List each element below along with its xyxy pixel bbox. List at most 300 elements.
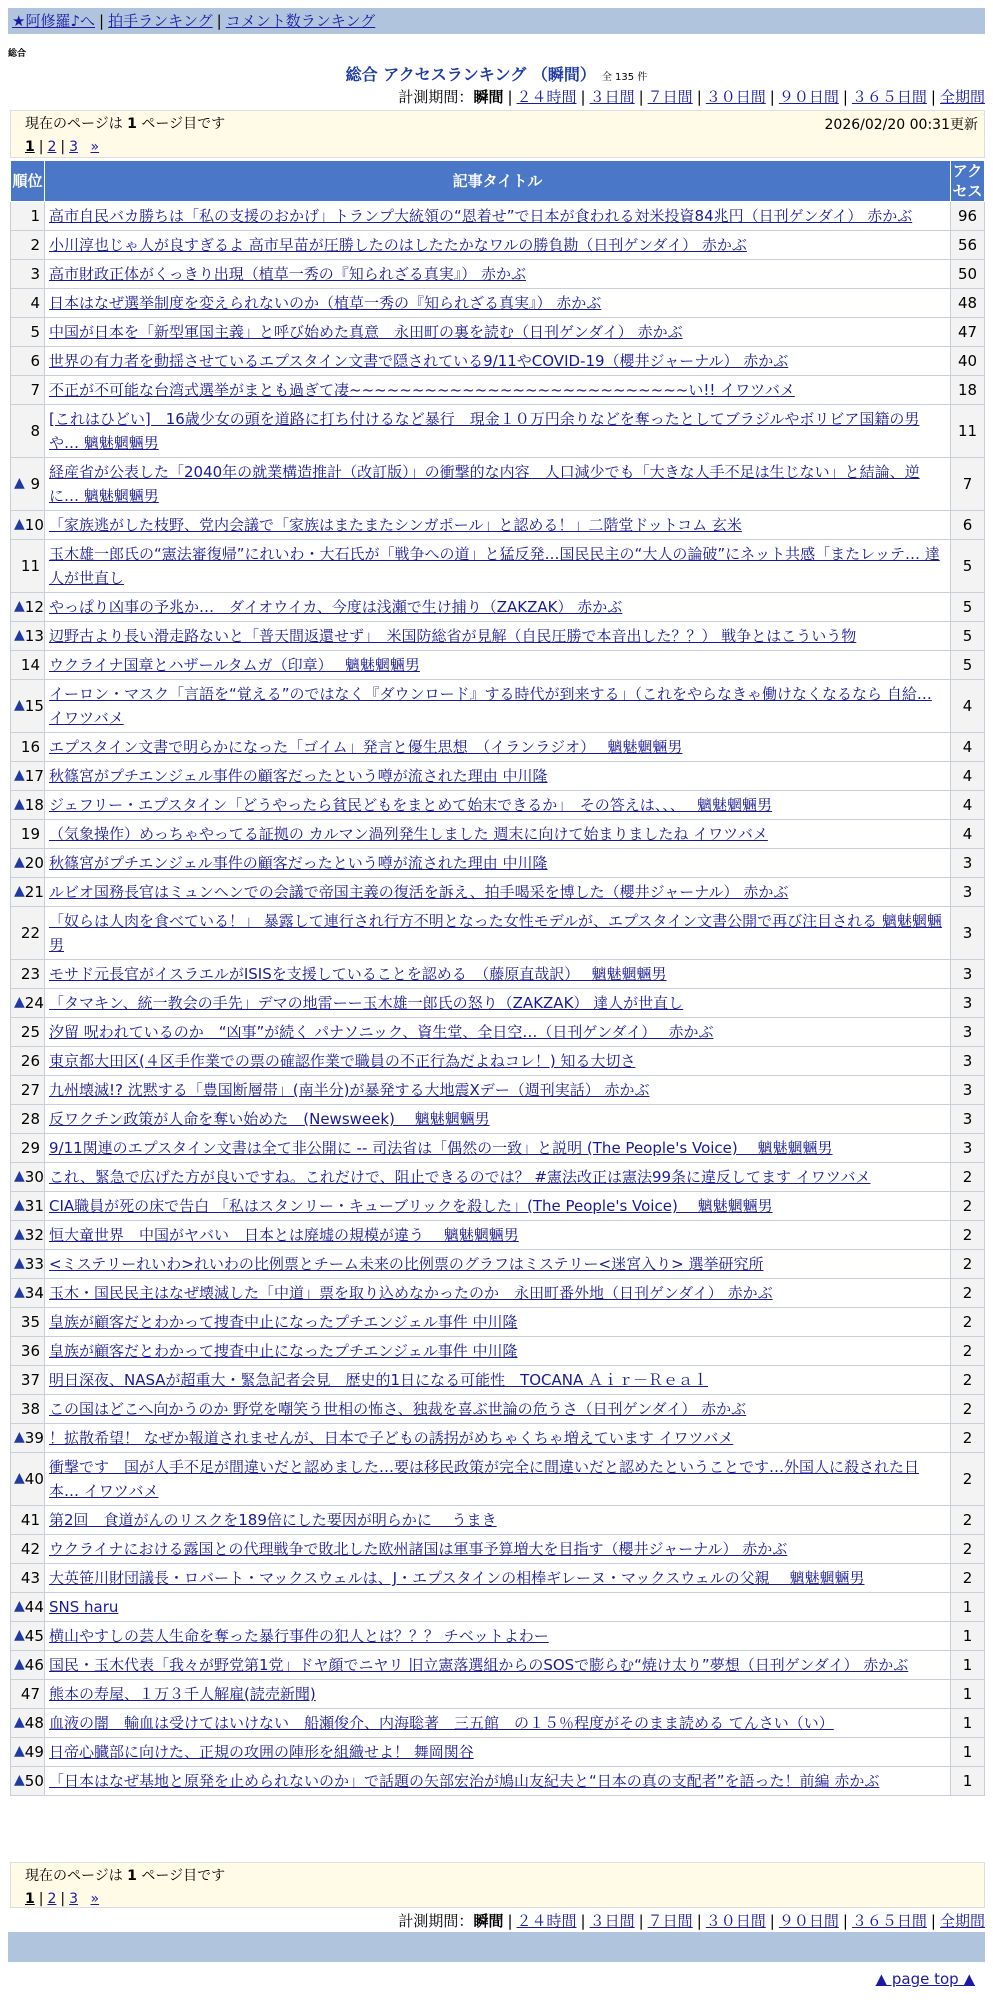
separator: | — [696, 1912, 702, 1930]
article-link[interactable]: エプスタイン文書で明らかになった「ゴイム」発言と優生思想 （イランラジオ） 魑魅魍魎男 — [49, 738, 683, 756]
title-cell — [45, 820, 951, 849]
rank-number: 42 — [20, 1540, 40, 1558]
rank-number: 40 — [24, 1470, 44, 1488]
page-link[interactable]: 2 — [47, 1891, 57, 1907]
access-count: 3 — [951, 1047, 985, 1076]
period-link[interactable]: ７日間 — [647, 1912, 693, 1930]
access-count: 1 — [951, 1767, 985, 1796]
period-link[interactable]: ３日間 — [589, 1912, 635, 1930]
rank-cell — [11, 1453, 45, 1506]
table-row — [11, 458, 985, 511]
access-count: 1 — [951, 1622, 985, 1651]
title-cell — [45, 405, 951, 458]
article-link[interactable]: 「家族逃がした枝野、党内会議で「家族はまたまたシンガポール」と認める！」二階堂ドットコム 玄米 — [49, 516, 742, 534]
rank-number: 23 — [20, 965, 40, 983]
rank-number: 8 — [30, 422, 40, 440]
title-cell — [45, 622, 951, 651]
article-link[interactable]: 中国が日本を「新型軍国主義」と呼び始めた真意 永田町の裏を読む（日刊ゲンダイ） 赤かぶ — [49, 323, 683, 341]
separator: | — [930, 88, 936, 106]
ranking-table — [10, 160, 985, 1796]
title-cell — [45, 1767, 951, 1796]
next-page-link[interactable]: » — [90, 139, 100, 155]
access-count: 3 — [951, 1018, 985, 1047]
rank-number: 21 — [24, 883, 44, 901]
article-link[interactable]: 「日本はなぜ基地と原発を止められないのか」で話題の矢部宏治が鳩山友紀夫と“日本の真の支配者”を語った！前編 赤かぶ — [49, 1772, 880, 1790]
access-count: 3 — [951, 1134, 985, 1163]
article-link[interactable]: 国民・玉木代表「我々が野党第1党」ドヤ顔でニヤリ 旧立憲落選組からのSOSで膨らむ“焼け太り”夢想（日刊ゲンダイ） 赤かぶ — [49, 1656, 909, 1674]
access-count: 2 — [951, 1192, 985, 1221]
title-cell — [45, 1535, 951, 1564]
rank-cell — [11, 680, 45, 733]
rank-up-icon: ▲ — [14, 516, 25, 532]
rank-cell — [11, 1047, 45, 1076]
rank-cell — [11, 791, 45, 820]
title-cell — [45, 1738, 951, 1767]
table-row — [11, 1651, 985, 1680]
title-cell — [45, 1105, 951, 1134]
table-row — [11, 231, 985, 260]
period-link[interactable]: ３日間 — [589, 88, 635, 106]
article-link[interactable]: ！拡散希望！ なぜか報道されませんが、日本で子どもの誘拐がめちゃくちゃ増えています イワツバメ — [49, 1429, 734, 1447]
article-link[interactable]: 「奴らは人肉を食べている！」 暴露して連行され行方不明となった女性モデルが、エプスタイン文書公開で再び注目される 魑魅魍魎男 — [49, 912, 942, 954]
article-link[interactable]: ウクライナ国章とハザールタムガ（印章） 魑魅魍魎男 — [49, 656, 420, 674]
title-cell — [45, 989, 951, 1018]
rank-cell — [11, 511, 45, 540]
article-link[interactable]: 高市財政正体がくっきり出現（植草一秀の『知られざる真実』） 赤かぶ — [49, 265, 526, 283]
current-page-suffix: ページ目です — [136, 116, 226, 132]
rank-number: 20 — [24, 854, 44, 872]
rank-up-icon: ▲ — [14, 1255, 25, 1271]
article-link[interactable]: モサド元長官がイスラエルがISISを支援していることを認める （藤原直哉訳） 魑魅魍魎男 — [49, 965, 667, 983]
separator: | — [216, 12, 222, 30]
rank-number: 17 — [24, 767, 44, 785]
rank-up-icon: ▲ — [14, 1656, 25, 1672]
access-count: 96 — [951, 202, 985, 231]
rank-cell — [11, 1221, 45, 1250]
title-cell — [45, 791, 951, 820]
title-cell — [45, 960, 951, 989]
current-page-number: 1 — [127, 1868, 137, 1884]
table-row — [11, 622, 985, 651]
rank-cell — [11, 202, 45, 231]
article-link[interactable]: 反ワクチン政策が人命を奪い始めた (Newsweek) 魑魅魍魎男 — [49, 1110, 490, 1128]
rank-cell — [11, 733, 45, 762]
article-link[interactable]: 大英笹川財団議長・ロバート・マックスウェルは、J・エプスタインの相棒ギレーヌ・マックスウェルの父親 魑魅魍魎男 — [49, 1569, 865, 1587]
rank-cell — [11, 458, 45, 511]
table-row — [11, 960, 985, 989]
rank-number: 2 — [30, 236, 40, 254]
access-count: 3 — [951, 960, 985, 989]
rank-number: 5 — [30, 323, 40, 341]
rank-cell — [11, 1622, 45, 1651]
article-link[interactable]: 玉木雄一郎氏の“憲法審復帰”にれいわ・大石氏が「戦争への道」と猛反発…国民民主の“大人の論破”にネット共感「またレッテ… 達人が世直し — [49, 545, 940, 587]
article-link[interactable]: 「タマキン、統一教会の手先」デマの地雷ーー玉木雄一郎氏の怒り（ZAKZAK） 達人が世直し — [49, 994, 684, 1012]
title-cell — [45, 540, 951, 593]
pager-bottom — [10, 1862, 985, 1908]
article-link[interactable]: 秋篠宮がプチエンジェル事件の顧客だったという噂が流された理由 中川隆 — [49, 767, 548, 785]
title-cell — [45, 907, 951, 960]
table-row — [11, 376, 985, 405]
title-cell — [45, 849, 951, 878]
table-row — [11, 260, 985, 289]
rank-number: 14 — [20, 656, 40, 674]
rank-cell — [11, 1250, 45, 1279]
period-link[interactable]: ２４時間 — [516, 1912, 577, 1930]
access-count: 2 — [951, 1279, 985, 1308]
table-row — [11, 1250, 985, 1279]
article-link[interactable]: 血液の闇 輸血は受けてはいけない 船瀬俊介、内海聡著 三五館 の１５％程度がそのまま読める てんさい（い） — [49, 1714, 834, 1732]
table-row — [11, 1076, 985, 1105]
rank-up-icon: ▲ — [14, 1714, 25, 1730]
rank-up-icon: ▲ — [14, 994, 25, 1010]
rank-number: 47 — [20, 1685, 40, 1703]
article-link[interactable]: 小川淳也じゃ人が良すぎるよ 高市早苗が圧勝したのはしたたかなワルの勝負勘（日刊ゲンダイ） 赤かぶ — [49, 236, 747, 254]
clap-ranking-link[interactable]: 拍手ランキング — [108, 12, 213, 30]
article-link[interactable]: この国はどこへ向かうのか 野党を嘲笑う世相の怖さ、独裁を喜ぶ世論の危うさ（日刊ゲンダイ） 赤かぶ — [49, 1400, 747, 1418]
article-link[interactable]: 9/11関連のエプスタイン文書は全て非公開に -- 司法省は「偶然の一致」と説明 (The People's Voice) 魑魅魍魎男 — [49, 1139, 833, 1157]
rank-cell — [11, 1076, 45, 1105]
access-count: 3 — [951, 989, 985, 1018]
rank-cell — [11, 1767, 45, 1796]
rank-number: 30 — [24, 1168, 44, 1186]
rank-cell — [11, 1308, 45, 1337]
title-cell — [45, 1709, 951, 1738]
article-link[interactable]: 高市自民バカ勝ちは「私の支援のおかげ」トランプ大統領の“恩着せ”で日本が食われる対米投資84兆円（日刊ゲンダイ） 赤かぶ — [49, 207, 913, 225]
access-count: 3 — [951, 849, 985, 878]
period-current: 瞬間 — [473, 88, 504, 106]
rank-number: 18 — [24, 796, 44, 814]
article-link[interactable]: 汐留 呪われているのか “凶事”が続く パナソニック、資生堂、全日空…（日刊ゲンダイ） 赤かぶ — [49, 1023, 714, 1041]
article-link[interactable]: 日帝心臓部に向けた、正規の攻囲の陣形を組織せよ！ 舞岡関谷 — [49, 1743, 474, 1761]
article-link[interactable]: 世界の有力者を動揺させているエプスタイン文書で隠されている9/11やCOVID-19（櫻井ジャーナル） 赤かぶ — [49, 352, 789, 370]
rank-number: 34 — [24, 1284, 44, 1302]
access-count: 3 — [951, 907, 985, 960]
rank-up-icon: ▲ — [14, 1197, 25, 1213]
article-link[interactable]: 辺野古より長い滑走路ないと「普天間返還せず」 米国防総省が見解（自民圧勝で本音出した？？） 戦争とはこういう物 — [49, 627, 857, 645]
access-count: 5 — [951, 622, 985, 651]
separator: | — [99, 12, 105, 30]
rank-cell — [11, 1424, 45, 1453]
bottom-bar — [8, 1932, 985, 1962]
rank-cell — [11, 1018, 45, 1047]
rank-number: 29 — [20, 1139, 40, 1157]
next-page-link[interactable]: » — [90, 1891, 100, 1907]
access-count: 2 — [951, 1221, 985, 1250]
table-row — [11, 289, 985, 318]
table-row — [11, 791, 985, 820]
period-link[interactable]: ３０日間 — [705, 88, 766, 106]
rank-number: 41 — [20, 1511, 40, 1529]
page-links-top — [25, 139, 976, 155]
page-links-bottom — [25, 1891, 976, 1907]
access-count: 4 — [951, 680, 985, 733]
article-link[interactable]: ウクライナにおける露国との代理戦争で敗北した欧州諸国は軍事予算増大を目指す（櫻井ジャーナル） 赤かぶ — [49, 1540, 788, 1558]
rank-cell — [11, 1564, 45, 1593]
page-top-link[interactable]: ▲ page top ▲ — [875, 1970, 975, 1988]
home-link[interactable]: ★阿修羅♪へ — [12, 12, 96, 30]
separator: | — [580, 88, 586, 106]
article-link[interactable]: 九州壊滅!? 沈黙する「豊国断層帯」(南半分)が暴発する大地震Xデー（週刊実話） 赤かぶ — [49, 1081, 650, 1099]
rank-up-icon: ▲ — [14, 598, 25, 614]
article-link[interactable]: やっぱり凶事の予兆か… ダイオウイカ、今度は浅瀬で生け捕り（ZAKZAK） 赤かぶ — [49, 598, 623, 616]
table-row — [11, 202, 985, 231]
article-link[interactable]: 恒大童世界 中国がヤバい 日本とは廃墟の規模が違う 魑魅魍魎男 — [49, 1226, 519, 1244]
table-row — [11, 878, 985, 907]
article-link[interactable]: [これはひどい] 16歳少女の頭を道路に打ち付けるなど暴行 現金１０万円余りなどを奪ったとしてブラジルやボリビア国籍の男や… 魑魅魍魎男 — [49, 410, 920, 452]
access-count: 2 — [951, 1564, 985, 1593]
access-header: アクセス — [952, 162, 983, 200]
title-cell — [45, 1651, 951, 1680]
rank-number: 16 — [20, 738, 40, 756]
title-cell — [45, 1134, 951, 1163]
period-link[interactable]: ３０日間 — [705, 1912, 766, 1930]
table-row — [11, 989, 985, 1018]
table-row — [11, 511, 985, 540]
period-link[interactable]: ７日間 — [647, 88, 693, 106]
rank-number: 32 — [24, 1226, 44, 1244]
rank-up-icon: ▲ — [14, 1284, 25, 1300]
rank-cell — [11, 405, 45, 458]
page-current: 1 — [25, 139, 35, 155]
article-link[interactable]: 衝撃です 国が人手不足が間違いだと認めました…要は移民政策が完全に間違いだと認めたということです…外国人に殺された日本… イワツバメ — [49, 1458, 920, 1500]
rank-number: 37 — [20, 1371, 40, 1389]
period-link[interactable]: ２４時間 — [516, 88, 577, 106]
rank-number: 19 — [20, 825, 40, 843]
rank-number: 35 — [20, 1313, 40, 1331]
period-link[interactable]: 全期間 — [939, 88, 985, 106]
access-count: 4 — [951, 820, 985, 849]
article-link[interactable]: 秋篠宮がプチエンジェル事件の顧客だったという噂が流された理由 中川隆 — [49, 854, 548, 872]
rank-number: 31 — [24, 1197, 44, 1215]
access-count: 4 — [951, 791, 985, 820]
table-row — [11, 1680, 985, 1709]
access-count: 11 — [951, 405, 985, 458]
rank-up-icon: ▲ — [14, 1470, 25, 1486]
title-cell — [45, 347, 951, 376]
rank-number: 4 — [30, 294, 40, 312]
access-count: 2 — [951, 1535, 985, 1564]
access-count: 7 — [951, 458, 985, 511]
title-cell — [45, 1337, 951, 1366]
article-link[interactable]: 皇族が顧客だとわかって捜査中止になったプチエンジェル事件 中川隆 — [49, 1342, 518, 1360]
table-row — [11, 1738, 985, 1767]
table-row — [11, 405, 985, 458]
separator: | — [842, 88, 848, 106]
rank-cell — [11, 1337, 45, 1366]
rank-number: 13 — [24, 627, 44, 645]
article-link[interactable]: 東京都大田区(４区手作業での票の確認作業で職員の不正行為だよねコレ！) 知る大切さ — [49, 1052, 636, 1070]
rank-cell — [11, 318, 45, 347]
table-row — [11, 849, 985, 878]
rank-cell — [11, 231, 45, 260]
rank-cell — [11, 1535, 45, 1564]
rank-cell — [11, 1651, 45, 1680]
title-cell — [45, 376, 951, 405]
rank-number: 24 — [24, 994, 44, 1012]
table-row — [11, 540, 985, 593]
rank-cell — [11, 1105, 45, 1134]
page-link[interactable]: 3 — [69, 1891, 79, 1907]
title-cell — [45, 1018, 951, 1047]
rank-number: 48 — [24, 1714, 44, 1732]
table-row — [11, 593, 985, 622]
article-link[interactable]: 玉木・国民民主はなぜ壊滅した「中道」票を取り込めなかったのか 永田町番外地（日刊ゲンダイ） 赤かぶ — [49, 1284, 773, 1302]
title-cell — [45, 260, 951, 289]
access-count: 5 — [951, 593, 985, 622]
table-row — [11, 1105, 985, 1134]
table-row — [11, 347, 985, 376]
separator: | — [38, 139, 44, 155]
rank-number: 25 — [20, 1023, 40, 1041]
article-link[interactable]: 第2回 食道がんのリスクを189倍にした要因が明らかに うまき — [49, 1511, 497, 1529]
period-selector-top — [398, 86, 985, 107]
rank-number: 3 — [30, 265, 40, 283]
separator: | — [60, 1891, 66, 1907]
rank-up-icon: ▲ — [14, 796, 25, 812]
separator: | — [580, 1912, 586, 1930]
page-current: 1 — [25, 1891, 35, 1907]
table-row — [11, 1308, 985, 1337]
title-cell — [45, 1047, 951, 1076]
rank-cell — [11, 1279, 45, 1308]
title-cell — [45, 1250, 951, 1279]
rank-cell — [11, 1134, 45, 1163]
period-link[interactable]: ３６５日間 — [851, 88, 927, 106]
access-count: 1 — [951, 1738, 985, 1767]
table-row — [11, 1279, 985, 1308]
title-cell — [45, 1366, 951, 1395]
rank-number: 44 — [24, 1598, 44, 1616]
access-count: 5 — [951, 540, 985, 593]
rank-cell — [11, 1738, 45, 1767]
table-row — [11, 1192, 985, 1221]
rank-up-icon: ▲ — [14, 1627, 25, 1643]
period-selector-bottom — [398, 1910, 985, 1931]
table-row — [11, 1767, 985, 1796]
rank-number: 50 — [24, 1772, 44, 1790]
period-link[interactable]: 全期間 — [939, 1912, 985, 1930]
total-count: 全 135 件 — [601, 72, 648, 83]
article-link[interactable]: 熊本の寿屋、１万３千人解雇(読売新聞) — [49, 1685, 316, 1703]
access-count: 3 — [951, 878, 985, 907]
article-link[interactable]: （気象操作）めっちゃやってる証拠の カルマン渦列発生しました 週末に向けて始まりましたね イワツバメ — [49, 825, 768, 843]
category-label: 総合 — [8, 49, 27, 59]
table-row — [11, 907, 985, 960]
rank-number: 22 — [20, 924, 40, 942]
article-link[interactable]: 明日深夜、NASAが超重大・緊急記者会見 歴史的1日になる可能性 TOCANA Ａｉｒ－Ｒｅａｌ — [49, 1371, 709, 1389]
article-link[interactable]: 不正が不可能な台湾式選挙がまとも過ぎて凄~~~~~~~~~~~~~~~~~~~~~~~~~~~い!! イワツバメ — [49, 381, 795, 399]
separator: | — [769, 88, 775, 106]
table-row — [11, 318, 985, 347]
separator: | — [60, 139, 66, 155]
table-row — [11, 1622, 985, 1651]
rank-cell — [11, 347, 45, 376]
access-count: 48 — [951, 289, 985, 318]
rank-cell — [11, 762, 45, 791]
article-link[interactable]: ジェフリー・エプスタイン「どうやったら貧民どもをまとめて始末できるか」 その答えは、、、 魑魅魍魎男 — [49, 796, 772, 814]
title-cell — [45, 202, 951, 231]
article-link[interactable]: SNS haru — [49, 1598, 119, 1616]
access-count: 2 — [951, 1424, 985, 1453]
article-link[interactable]: 経産省が公表した「2040年の就業構造推計（改訂版）」の衝撃的な内容 人口減少でも「大きな人手不足は生じない」と結論、逆に… 魑魅魍魎男 — [49, 463, 920, 505]
rank-number: 45 — [24, 1627, 44, 1645]
article-link[interactable]: イーロン・マスク「言語を“覚える”のではなく『ダウンロード』する時代が到来する」（これをやらなきゃ働けなくなるなら 自給… イワツバメ — [49, 685, 932, 727]
rank-number: 6 — [30, 352, 40, 370]
comment-ranking-link[interactable]: コメント数ランキング — [225, 12, 376, 30]
rank-number: 9 — [30, 475, 40, 493]
rank-number: 36 — [20, 1342, 40, 1360]
period-link[interactable]: ９０日間 — [778, 88, 839, 106]
period-link[interactable]: ３６５日間 — [851, 1912, 927, 1930]
title-cell — [45, 651, 951, 680]
table-row — [11, 1047, 985, 1076]
access-count: 2 — [951, 1453, 985, 1506]
rank-number: 39 — [24, 1429, 44, 1447]
page-link[interactable]: 3 — [69, 139, 79, 155]
access-count: 2 — [951, 1308, 985, 1337]
page-link[interactable]: 2 — [47, 139, 57, 155]
access-count: 2 — [951, 1395, 985, 1424]
article-link[interactable]: CIA職員が死の床で告白 「私はスタンリー・キューブリックを殺した」(The People's Voice) 魑魅魍魎男 — [49, 1197, 773, 1215]
access-count: 2 — [951, 1506, 985, 1535]
article-link[interactable]: <ミステリーれいわ>れいわの比例票とチーム未来の比例票のグラフはミステリー<迷宮入り> 選挙研究所 — [49, 1255, 764, 1273]
table-row — [11, 1564, 985, 1593]
current-page-text-bottom — [25, 1865, 976, 1885]
access-count: 4 — [951, 762, 985, 791]
table-row — [11, 1506, 985, 1535]
rank-up-icon: ▲ — [14, 883, 25, 899]
title-cell — [45, 1506, 951, 1535]
rank-up-icon: ▲ — [14, 1772, 25, 1788]
period-link[interactable]: ９０日間 — [778, 1912, 839, 1930]
table-row — [11, 762, 985, 791]
current-page-number: 1 — [127, 116, 137, 132]
separator: | — [696, 88, 702, 106]
rank-number: 27 — [20, 1081, 40, 1099]
rank-cell — [11, 260, 45, 289]
rank-cell — [11, 1593, 45, 1622]
table-header-row — [11, 161, 985, 202]
title-cell — [45, 1308, 951, 1337]
title-cell — [45, 289, 951, 318]
rank-up-icon: ▲ — [14, 1168, 25, 1184]
rank-cell — [11, 651, 45, 680]
rank-up-icon: ▲ — [14, 1226, 25, 1242]
title-cell — [45, 231, 951, 260]
rank-cell — [11, 1163, 45, 1192]
rank-cell — [11, 820, 45, 849]
article-link[interactable]: 皇族が顧客だとわかって捜査中止になったプチエンジェル事件 中川隆 — [49, 1313, 518, 1331]
table-row — [11, 1337, 985, 1366]
rank-number: 26 — [20, 1052, 40, 1070]
article-link[interactable]: 日本はなぜ選挙制度を変えられないのか（植草一秀の『知られざる真実』） 赤かぶ — [49, 294, 602, 312]
rank-cell — [11, 376, 45, 405]
title-cell — [45, 1279, 951, 1308]
rank-cell — [11, 540, 45, 593]
access-count: 4 — [951, 733, 985, 762]
title-cell — [45, 1163, 951, 1192]
current-page-suffix: ページ目です — [136, 1868, 226, 1884]
title-cell — [45, 318, 951, 347]
title-header: 記事タイトル — [45, 161, 951, 202]
article-link[interactable]: これ、緊急で広げた方が良いですね。これだけで、阻止できるのでは？ #憲法改正は憲法99条に違反してます イワツバメ — [49, 1168, 871, 1186]
rank-cell — [11, 1506, 45, 1535]
article-link[interactable]: ルビオ国務長官はミュンヘンでの会議で帝国主義の復活を訴え、拍手喝采を博した（櫻井ジャーナル） 赤かぶ — [49, 883, 789, 901]
access-count: 3 — [951, 1105, 985, 1134]
article-link[interactable]: 横山やすしの芸人生命を奪った暴行事件の犯人とは？？？ チベットよわー — [49, 1627, 549, 1645]
rank-cell — [11, 593, 45, 622]
title-cell — [45, 593, 951, 622]
